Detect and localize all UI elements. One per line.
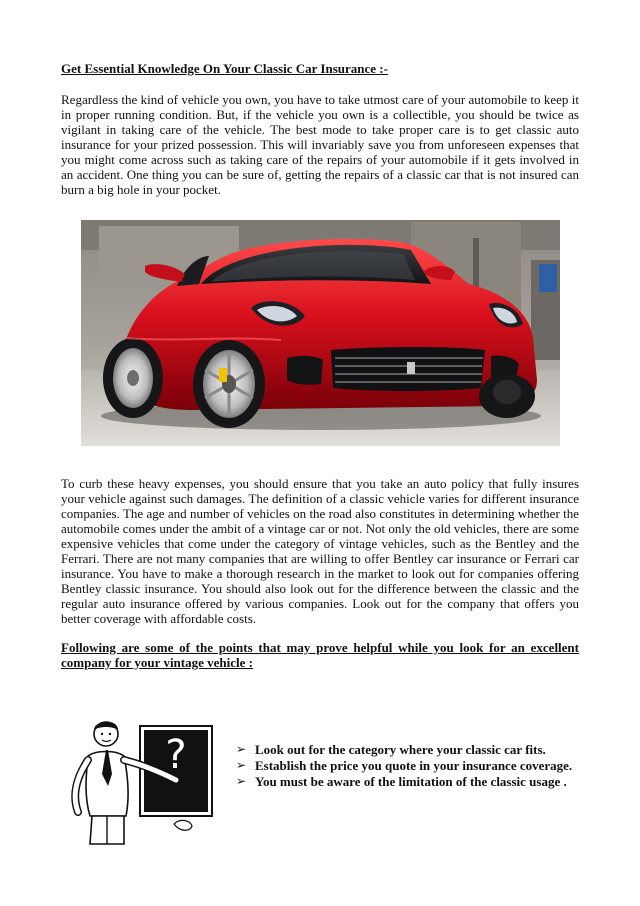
list-item bbox=[236, 742, 579, 757]
tip-text: You must be aware of the limitation of the classic usage . bbox=[255, 774, 567, 789]
arrow-bullet-icon: ➢ bbox=[236, 742, 247, 756]
red-sports-car-photo bbox=[81, 220, 560, 446]
list-item bbox=[236, 774, 579, 789]
arrow-bullet-icon: ➢ bbox=[236, 758, 247, 772]
policy-paragraph: To curb these heavy expenses, you should ensure that you take an auto policy that fully insures your vehicle against such damages. The definition of a classic vehicle varies for different insurance companies. The age and number of vehicles on the road also constitutes in determining whether the automobile comes under the ambit of a vintage car or not. Not only the old vehicles, there are some expensive vehicles that come under the category of vintage vehicles, such as the Bentley and the Ferrari. There are not many companies that are willing to offer Bentley car insurance or Ferrari car insurance. You have to make a thorough research in the market to look out for companies offering Bentley classic insurance. You should also look out for the difference between the classic and the regular auto insurance offered by various companies. Look out for the company that offers you better coverage with affordable costs. bbox=[61, 476, 579, 626]
points-subheading: Following are some of the points that may prove helpful while you look for an excellent company for your vintage vehicle : bbox=[61, 640, 579, 670]
page-heading: Get Essential Knowledge On Your Classic Car Insurance :- bbox=[61, 61, 388, 76]
board-question-mark: ? bbox=[165, 732, 187, 778]
arrow-bullet-icon: ➢ bbox=[236, 774, 247, 788]
teacher-pointing-at-question-board-illustration bbox=[64, 716, 220, 848]
tips-list bbox=[236, 742, 579, 790]
list-item bbox=[236, 758, 579, 773]
intro-paragraph: Regardless the kind of vehicle you own, you have to take utmost care of your automobile to keep it in proper running condition. But, if the vehicle you own is a collectible, you should be twice as vigilant in taking care of the vehicle. The best mode to take proper care is to get classic auto insurance for your prized possession. This will invariably save you from unforeseen expenses that you might come across such as taking care of the repairs of your automobile if it gets involved in an accident. One thing you can be sure of, getting the repairs of a classic car that is not insured can burn a big hole in your pocket. bbox=[61, 92, 579, 197]
tip-text: Look out for the category where your classic car fits. bbox=[255, 742, 546, 757]
tip-text: Establish the price you quote in your insurance coverage. bbox=[255, 758, 573, 773]
